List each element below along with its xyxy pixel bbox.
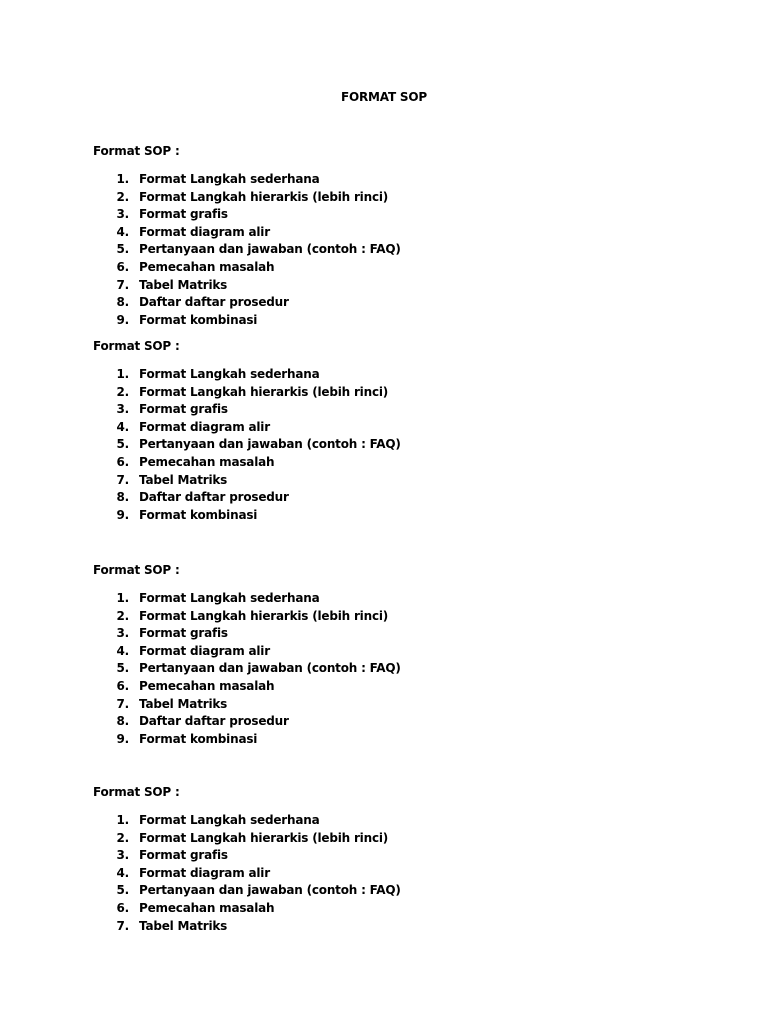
list-item-text: Format Langkah hierarkis (lebih rinci) <box>139 608 389 623</box>
list-item-number: 5. <box>116 661 129 676</box>
list-item <box>93 189 401 207</box>
list-item <box>93 259 401 277</box>
list-item-number: 7. <box>116 918 129 933</box>
list-item-number: 1. <box>116 367 129 381</box>
list-item-number: 9. <box>116 507 129 522</box>
list-item-text: Daftar daftar prosedur <box>139 295 289 310</box>
list-item-number: 3. <box>116 848 129 863</box>
list-item-text: Tabel Matriks <box>139 472 228 487</box>
list-item-text: Tabel Matriks <box>139 918 228 933</box>
list-item-text: Format Langkah hierarkis (lebih rinci) <box>139 189 389 204</box>
format-list <box>93 812 401 935</box>
list-item-number: 2. <box>116 384 129 399</box>
list-item <box>93 401 401 419</box>
sop-section <box>93 143 401 329</box>
list-item <box>93 224 401 242</box>
list-item <box>93 590 401 608</box>
list-item-text: Format grafis <box>139 207 228 222</box>
sop-section <box>93 562 401 748</box>
list-item <box>93 489 401 507</box>
list-item-text: Pertanyaan dan jawaban (contoh : FAQ) <box>139 883 401 898</box>
list-item-text: Pemecahan masalah <box>139 678 275 693</box>
list-item <box>93 918 401 936</box>
page-title: FORMAT SOP <box>341 90 427 104</box>
list-item-number: 5. <box>116 242 129 257</box>
list-item-text: Pertanyaan dan jawaban (contoh : FAQ) <box>139 661 401 676</box>
list-item-text: Format Langkah sederhana <box>139 367 320 381</box>
list-item-text: Tabel Matriks <box>139 696 228 711</box>
list-item-text: Format diagram alir <box>139 419 270 434</box>
list-item-text: Daftar daftar prosedur <box>139 490 289 505</box>
list-item-text: Format Langkah sederhana <box>139 591 320 605</box>
list-item-number: 4. <box>116 865 129 880</box>
list-item-number: 1. <box>116 591 129 605</box>
list-item-number: 1. <box>116 813 129 827</box>
list-item-number: 3. <box>116 402 129 417</box>
format-list <box>93 366 401 524</box>
list-item-text: Pertanyaan dan jawaban (contoh : FAQ) <box>139 437 401 452</box>
format-list <box>93 171 401 329</box>
list-item <box>93 277 401 295</box>
list-item <box>93 507 401 525</box>
sop-section <box>93 338 401 524</box>
list-item <box>93 472 401 490</box>
list-item <box>93 900 401 918</box>
list-item-number: 7. <box>116 472 129 487</box>
list-item-number: 6. <box>116 454 129 469</box>
list-item-text: Format grafis <box>139 848 228 863</box>
list-item <box>93 678 401 696</box>
list-item-number: 4. <box>116 224 129 239</box>
list-item-text: Format Langkah sederhana <box>139 172 320 186</box>
list-item-text: Daftar daftar prosedur <box>139 714 289 729</box>
format-list <box>93 590 401 748</box>
list-item-text: Format grafis <box>139 626 228 641</box>
list-item-text: Format diagram alir <box>139 865 270 880</box>
list-item-number: 3. <box>116 626 129 641</box>
list-item-number: 4. <box>116 419 129 434</box>
list-item-text: Format Langkah sederhana <box>139 813 320 827</box>
list-item-text: Pemecahan masalah <box>139 900 275 915</box>
list-item-number: 8. <box>116 295 129 310</box>
list-item-number: 7. <box>116 696 129 711</box>
list-item <box>93 882 401 900</box>
list-item-number: 1. <box>116 172 129 186</box>
list-item <box>93 696 401 714</box>
list-item-text: Format kombinasi <box>139 312 258 327</box>
list-item <box>93 731 401 749</box>
list-item <box>93 847 401 865</box>
list-item-number: 4. <box>116 643 129 658</box>
list-item <box>93 643 401 661</box>
section-heading: Format SOP : <box>93 144 180 158</box>
list-item-text: Format Langkah hierarkis (lebih rinci) <box>139 384 389 399</box>
list-item-text: Pemecahan masalah <box>139 454 275 469</box>
list-item <box>93 206 401 224</box>
list-item-text: Format diagram alir <box>139 224 270 239</box>
sop-section <box>93 784 401 935</box>
list-item-number: 8. <box>116 490 129 505</box>
list-item-number: 9. <box>116 312 129 327</box>
list-item-number: 2. <box>116 830 129 845</box>
list-item <box>93 812 401 830</box>
list-item-number: 6. <box>116 678 129 693</box>
list-item-number: 6. <box>116 900 129 915</box>
list-item-number: 6. <box>116 259 129 274</box>
list-item <box>93 294 401 312</box>
list-item-text: Pertanyaan dan jawaban (contoh : FAQ) <box>139 242 401 257</box>
list-item-number: 5. <box>116 437 129 452</box>
list-item-number: 9. <box>116 731 129 746</box>
list-item <box>93 312 401 330</box>
list-item-number: 5. <box>116 883 129 898</box>
list-item-text: Format Langkah hierarkis (lebih rinci) <box>139 830 389 845</box>
list-item <box>93 713 401 731</box>
list-item <box>93 436 401 454</box>
list-item-number: 7. <box>116 277 129 292</box>
list-item-number: 2. <box>116 608 129 623</box>
list-item-text: Format kombinasi <box>139 731 258 746</box>
list-item <box>93 419 401 437</box>
list-item-number: 3. <box>116 207 129 222</box>
list-item-number: 8. <box>116 714 129 729</box>
list-item <box>93 241 401 259</box>
list-item <box>93 454 401 472</box>
list-item-text: Format diagram alir <box>139 643 270 658</box>
list-item-number: 2. <box>116 189 129 204</box>
list-item <box>93 660 401 678</box>
list-item-text: Format kombinasi <box>139 507 258 522</box>
list-item <box>93 625 401 643</box>
list-item <box>93 384 401 402</box>
list-item-text: Format grafis <box>139 402 228 417</box>
list-item <box>93 830 401 848</box>
list-item <box>93 865 401 883</box>
section-heading: Format SOP : <box>93 339 180 353</box>
list-item <box>93 366 401 384</box>
list-item <box>93 608 401 626</box>
list-item-text: Tabel Matriks <box>139 277 228 292</box>
section-heading: Format SOP : <box>93 563 180 577</box>
list-item <box>93 171 401 189</box>
list-item-text: Pemecahan masalah <box>139 259 275 274</box>
section-heading: Format SOP : <box>93 785 180 799</box>
